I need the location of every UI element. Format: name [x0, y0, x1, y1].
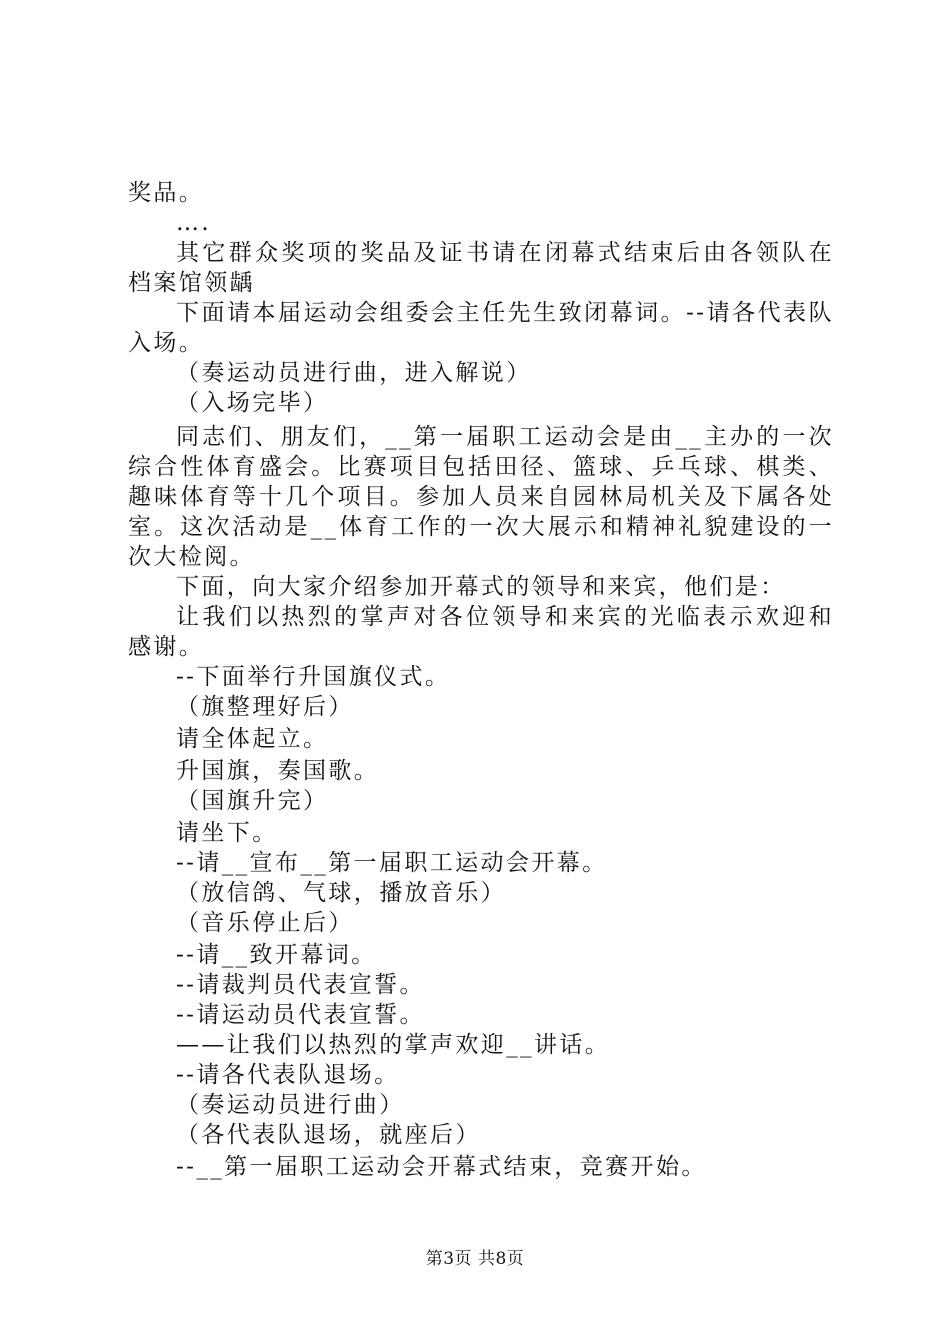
- paragraph-seated: （各代表队退场，就座后）: [176, 1122, 481, 1148]
- paragraph-release-doves: （放信鸽、气球，播放音乐）: [176, 880, 507, 906]
- paragraph-referee-oath: --请裁判员代表宣誓。: [176, 972, 425, 998]
- paragraph-entry-complete: （入场完毕）: [176, 390, 329, 416]
- paragraph-introduce-guests: 下面，向大家介绍参加开幕式的领导和来宾，他们是：: [176, 574, 786, 600]
- paragraph-greeting: 同志们、朋友们，__第一届职工运动会是由__主办的一次综合性体育盛会。比赛项目包括田径、篮球、乒乓球、棋类、趣味体育等十几个项目。参加人员来自园林局机关及下属各处室。这次活动是__体育工作的一次大展示和精神礼貌建设的一次大检阅。: [128, 424, 834, 570]
- paragraph-stand-up: 请全体起立。: [176, 726, 329, 752]
- paragraph-closing-speech: 下面请本届运动会组委会主任先生致闭幕词。--请各代表队入场。: [128, 300, 834, 356]
- paragraph-flag-raised: （国旗升完）: [176, 788, 329, 814]
- paragraph-welcome-applause: 让我们以热烈的掌声对各位领导和来宾的光临表示欢迎和感谢。: [128, 604, 834, 660]
- paragraph-athlete-oath: --请运动员代表宣誓。: [176, 1002, 425, 1028]
- paragraph-music-stops: （音乐停止后）: [176, 910, 354, 936]
- page-number-footer: 第3页 共8页: [425, 1249, 525, 1269]
- paragraph-teams-exit: --请各代表队退场。: [176, 1062, 400, 1088]
- paragraph-exit-march: （奏运动员进行曲）: [176, 1092, 405, 1118]
- paragraph-ceremony-end: --__第一届职工运动会开幕式结束，竞赛开始。: [176, 1154, 707, 1180]
- paragraph-welcome-speech: ——让我们以热烈的掌声欢迎__讲话。: [176, 1032, 611, 1058]
- paragraph-declare-open: --请__宣布__第一届职工运动会开幕。: [176, 850, 608, 876]
- paragraph-opening-speech: --请__致开幕词。: [176, 942, 377, 968]
- paragraph-anthem: 升国旗，奏国歌。: [176, 758, 380, 784]
- paragraph-other-awards: 其它群众奖项的奖品及证书请在闭幕式结束后由各领队在档案馆领龋: [128, 240, 834, 296]
- paragraph-flag-ceremony: --下面举行升国旗仪式。: [176, 664, 451, 690]
- paragraph-flag-ready: （旗整理好后）: [176, 694, 354, 720]
- paragraph-sit-down: 请坐下。: [176, 820, 278, 846]
- paragraph-prizes: 奖品。: [128, 180, 205, 206]
- paragraph-march-music: （奏运动员进行曲，进入解说）: [176, 360, 532, 386]
- paragraph-ellipsis: ….: [176, 210, 212, 236]
